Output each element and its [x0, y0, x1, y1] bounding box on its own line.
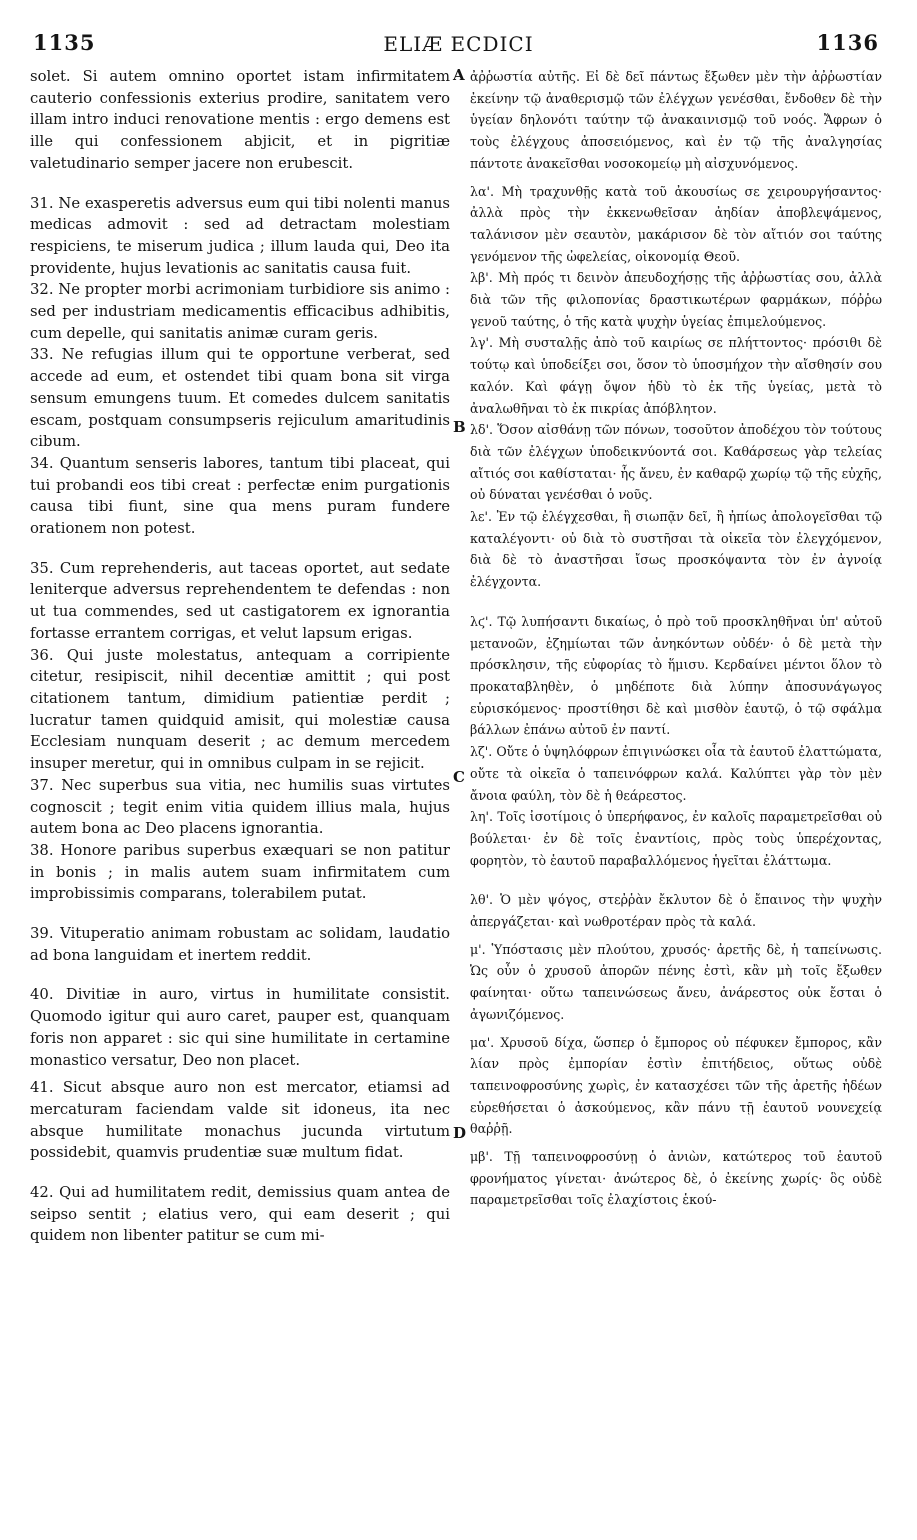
greek-paragraph: λα'. Μὴ τραχυνθῇς κατὰ τοῦ ἀκουσίως σε χειρουργήσαντος· ἀλλὰ πρὸς τὴν ἐκκενωθεῖσαν ἀηδίαν ἀποβλεψάμενος, ταλάνισον μὲν σεαυτὸν, μακάρισον δὲ τὸν αἴτιόν σοι ταύτης γενόμενον τῆς ὠφελείας, οἰκονομίᾳ Θεοῦ.	[470, 183, 882, 264]
page-number-left: 1135	[33, 30, 96, 55]
greek-paragraph: λη'. Τοῖς ἰσοτίμοις ὁ ὑπερήφανος, ἐν καλοῖς παραμετρεῖσθαι οὐ βούλεται· ἐν δὲ τοῖς ἐναντίοις, πρὸς τοὺς ὑπερέχοντας, φορητὸν, τὸ ἑαυτοῦ παραβαλλόμενος ἡγεῖται ἐλάττωμα.	[470, 809, 882, 868]
greek-column	[470, 66, 882, 1532]
greek-paragraph: μβ'. Τῇ ταπεινοφροσύνῃ ὁ ἀνιὼν, κατώτερος τοῦ ἑαυτοῦ φρονήματος γίνεται· ἀνώτερος δὲ, ὁ ἐκείνης χωρίς· ὃς οὐδὲ παραμετρεῖσθαι τοῖς ἐλαχίστοις ἑκού-	[470, 1149, 882, 1208]
page-number-right: 1136	[816, 30, 879, 55]
greek-paragraph: λε'. Ἐν τῷ ἐλέγχεσθαι, ἢ σιωπᾷν δεῖ, ἢ ἠπίως ἀπολογεῖσθαι τῷ καταλέγοντι· οὐ διὰ τὸ συστῆσαι τὰ οἰκεῖα τὸν ἐλεγχόμενον, διὰ δὲ τὸ ἀναστῆσαι ἴσως προσκόψαντα τὸν ἐν ἀγνοίᾳ ἐλέγχοντα.	[470, 509, 882, 590]
latin-paragraph: 36. Qui juste molestatus, antequam a corripiente citetur, resipiscit, nihil decentiæ amittit ; qui post citationem tantum, dimidium patientiæ perdit ; lucratur tamen quidquid amisit, qui molestiæ causa Ecclesiam nunquam deserit ; ac demum mercedem insuper meretur, qui in omnibus culpam in se rejicit.	[30, 646, 450, 773]
latin-paragraph: 42. Qui ad humilitatem redit, demissius quam antea de seipso sentit ; elatius vero, qui eam deserit ; qui quidem non libenter patitur se cum mi-	[30, 1184, 450, 1245]
running-title: ELIÆ ECDICI	[383, 32, 534, 56]
greek-paragraph: λϛ'. Τῷ λυπήσαντι δικαίως, ὁ πρὸ τοῦ προσκληθῆναι ὑπ' αὐτοῦ μετανοῶν, ἐζημίωται τῶν ἀνηκόντων οὐδέν· ὁ δὲ μετὰ τὴν πρόσκλησιν, τῆς εὐφορίας τὸ ἥμισυ. Κερδαίνει μέντοι ὅλον τὸ προκαταβληθὲν, ὁ μηδέποτε διὰ λύπην ἀποσυνάγωγος εὑρισκόμενος· προστίθησι δὲ καὶ μισθὸν ἑαυτῷ, ὁ τῷ σφάλμα βάλλων ἐπάνω αὐτοῦ ἐν παντί.	[470, 613, 882, 738]
latin-paragraph: 35. Cum reprehenderis, aut taceas oportet, aut sedate leniterque adversus reprehendentem te defendas : non ut tua commendes, sed ut castigatorem ex ignorantia fortasse errantem corrigas, et velut lapsum erigas.	[30, 559, 450, 642]
greek-paragraph: λδ'. Ὅσον αἰσθάνῃ τῶν πόνων, τοσοῦτον ἀποδέχου τὸν τούτους διὰ τῶν ἐλέγχων ὑποδεικνύοντά σοι. Καθάρσεως γὰρ τελείας αἴτιός σοι καθίσταται· ἧς ἄνευ, ἐν καθαρῷ χωρίῳ τῷ τῆς εὐχῆς, οὐ δύναται γενέσθαι ὁ νοῦς.	[470, 422, 882, 503]
margin-letter-b: B	[453, 418, 466, 436]
latin-paragraph: 33. Ne refugias illum qui te opportune verberat, sed accede ad eum, et ostendet tibi quam bona sit virga sensum emungens tuum. Et comedes dulcem sanitatis escam, postquam consumpseris rejiculum amaritudinis cibum.	[30, 346, 450, 451]
greek-paragraph: λβ'. Μὴ πρός τι δεινὸν ἀπευδοχήσῃς τῆς ἀῤῥωστίας σου, ἀλλὰ διὰ τῶν τῆς φιλοπονίας δραστικωτέρων φαρμάκων, πόῤῥω γενοῦ ταύτης, ὁ τῆς κατὰ ψυχὴν ὑγείας ἐπιμελούμενος.	[470, 270, 882, 329]
greek-paragraph: λγ'. Μὴ συσταλῇς ἀπὸ τοῦ καιρίως σε πλήττοντος· πρόσιθι δὲ τούτῳ καὶ ὑποδείξει σοι, ὅσον τὸ ὑποσμήχον τὴν αἴσθησίν σου καλόν. Καὶ φάγῃ ὄψον ἡδὺ τὸ ἐκ τῆς ὑγείας, μετὰ τὸ ἀναλωθῆναι τὸ ἐκ πικρίας ἀπόβλητον.	[470, 335, 882, 416]
greek-paragraph: λζ'. Οὔτε ὁ ὑψηλόφρων ἐπιγινώσκει οἷα τὰ ἑαυτοῦ ἐλαττώματα, οὔτε τὰ οἰκεῖα ὁ ταπεινόφρων καλά. Καλύπτει γὰρ τὸν μὲν ἄνοια φαύλη, τὸν δὲ ἡ θεάρεστος.	[470, 744, 882, 803]
latin-paragraph: 41. Sicut absque auro non est mercator, etiamsi ad mercaturam faciendam valde sit idoneus, ita nec absque humilitate monachus jucunda virtutum possidebit, quamvis prudentiæ suæ multum fidat.	[30, 1079, 450, 1162]
latin-paragraph: 32. Ne propter morbi acrimoniam turbidiore sis animo : sed per industriam medicamentis efficacibus adhibitis, cum depelle, qui sanitatis animæ curam geris.	[30, 281, 450, 342]
latin-paragraph: 31. Ne exasperetis adversus eum qui tibi nolenti manus medicas admovit : sed ad detractam molestiam respiciens, te miserum judica ; illum lauda qui, Deo ita providente, hujus levationis ac sanitatis causa fuit.	[30, 194, 450, 277]
margin-letter-a: A	[453, 66, 465, 84]
greek-paragraph: ἀῤῥωστία αὐτῆς. Εἰ δὲ δεῖ πάντως ἔξωθεν μὲν τὴν ἀῤῥωστίαν ἐκείνην τῷ ἀναθερισμῷ τῶν ἐλέγχων γενέσθαι, ἔνδοθεν δὲ τὴν ὑγείαν δηλονότι ταύτην τῷ ἀνακαινισμῷ τοῦ νοός. Ἄφρων ὁ τοὺς ἐλέγχους ἀποσειόμενος, καὶ ἐν τῷ τῆς ἀναλγησίας πάντοτε ἀνακεῖσθαι νοσοκομείῳ μὴ αἰσχυνόμενος.	[470, 69, 882, 171]
margin-letters	[451, 66, 469, 1466]
greek-paragraph: λθ'. Ὁ μὲν ψόγος, στεῤῥὰν ἔκλυτον δὲ ὁ ἔπαινος τὴν ψυχὴν ἀπεργάζεται· καὶ νωθροτέραν πρὸς τὰ καλά.	[470, 892, 882, 930]
latin-paragraph: solet. Si autem omnino oportet istam infirmitatem cauterio confessionis exterius prodire, sanitatem vero illam intro induci renovatione mentis : ergo demens est ille qui confessionem abjicit, et in pigritiæ valetudinario semper jacere non erubescit.	[30, 68, 450, 172]
margin-letter-d: D	[453, 1124, 467, 1142]
latin-paragraph: 37. Nec superbus sua vitia, nec humilis suas virtutes cognoscit ; tegit enim vitia quidem illius mala, hujus autem bona ac Deo placens ignorantia.	[30, 776, 450, 838]
greek-paragraph: μ'. Ὑπόστασις μὲν πλούτου, χρυσός· ἀρετῆς δὲ, ἡ ταπείνωσις. Ὡς οὖν ὁ χρυσοῦ ἀπορῶν πένης ἐστὶ, κἂν μὴ τοῖς ἔξωθεν φαίνηται· οὕτω ταπεινώσεως ἄνευ, ἀνάρεστος οὐκ ἔσται ὁ ἀγωνιζόμενος.	[470, 941, 882, 1022]
greek-paragraph: μα'. Χρυσοῦ δίχα, ὥσπερ ὁ ἔμπορος οὐ πέφυκεν ἔμπορος, κἂν λίαν πρὸς ἐμπορίαν ἐστὶν ἐπιτήδειος, οὕτως οὐδὲ ταπεινοφροσύνης χωρὶς, ἐν κατασχέσει τῶν τῆς ἀρετῆς ἡδέων εὑρεθήσεται ὁ ἀσκούμενος, κἂν πάνυ τῇ ἑαυτοῦ νουνεχείᾳ θαῤῥῇ.	[470, 1034, 882, 1137]
running-header	[0, 30, 917, 64]
latin-paragraph: 40. Divitiæ in auro, virtus in humilitate consistit. Quomodo igitur qui auro caret, pauper est, quanquam foris non apparet : sic qui sine humilitate in certamine monastico versatur, Deo non placet.	[30, 986, 450, 1069]
latin-paragraph: 38. Honore paribus superbus exæquari se non patitur in bonis ; in malis autem suam infirmitatem cum improbissimis comparans, tolerabilem putat.	[30, 841, 450, 903]
latin-paragraph: 34. Quantum senseris labores, tantum tibi placeat, qui tui probandi eos tibi creat : perfectæ enim purgationis causa tibi fiunt, sine qua mens puram fundere orationem non potest.	[30, 454, 450, 538]
latin-column	[30, 66, 450, 1532]
latin-paragraph: 39. Vituperatio animam robustam ac solidam, laudatio ad bona languidam et inertem reddit.	[30, 925, 450, 964]
margin-letter-c: C	[453, 768, 465, 786]
